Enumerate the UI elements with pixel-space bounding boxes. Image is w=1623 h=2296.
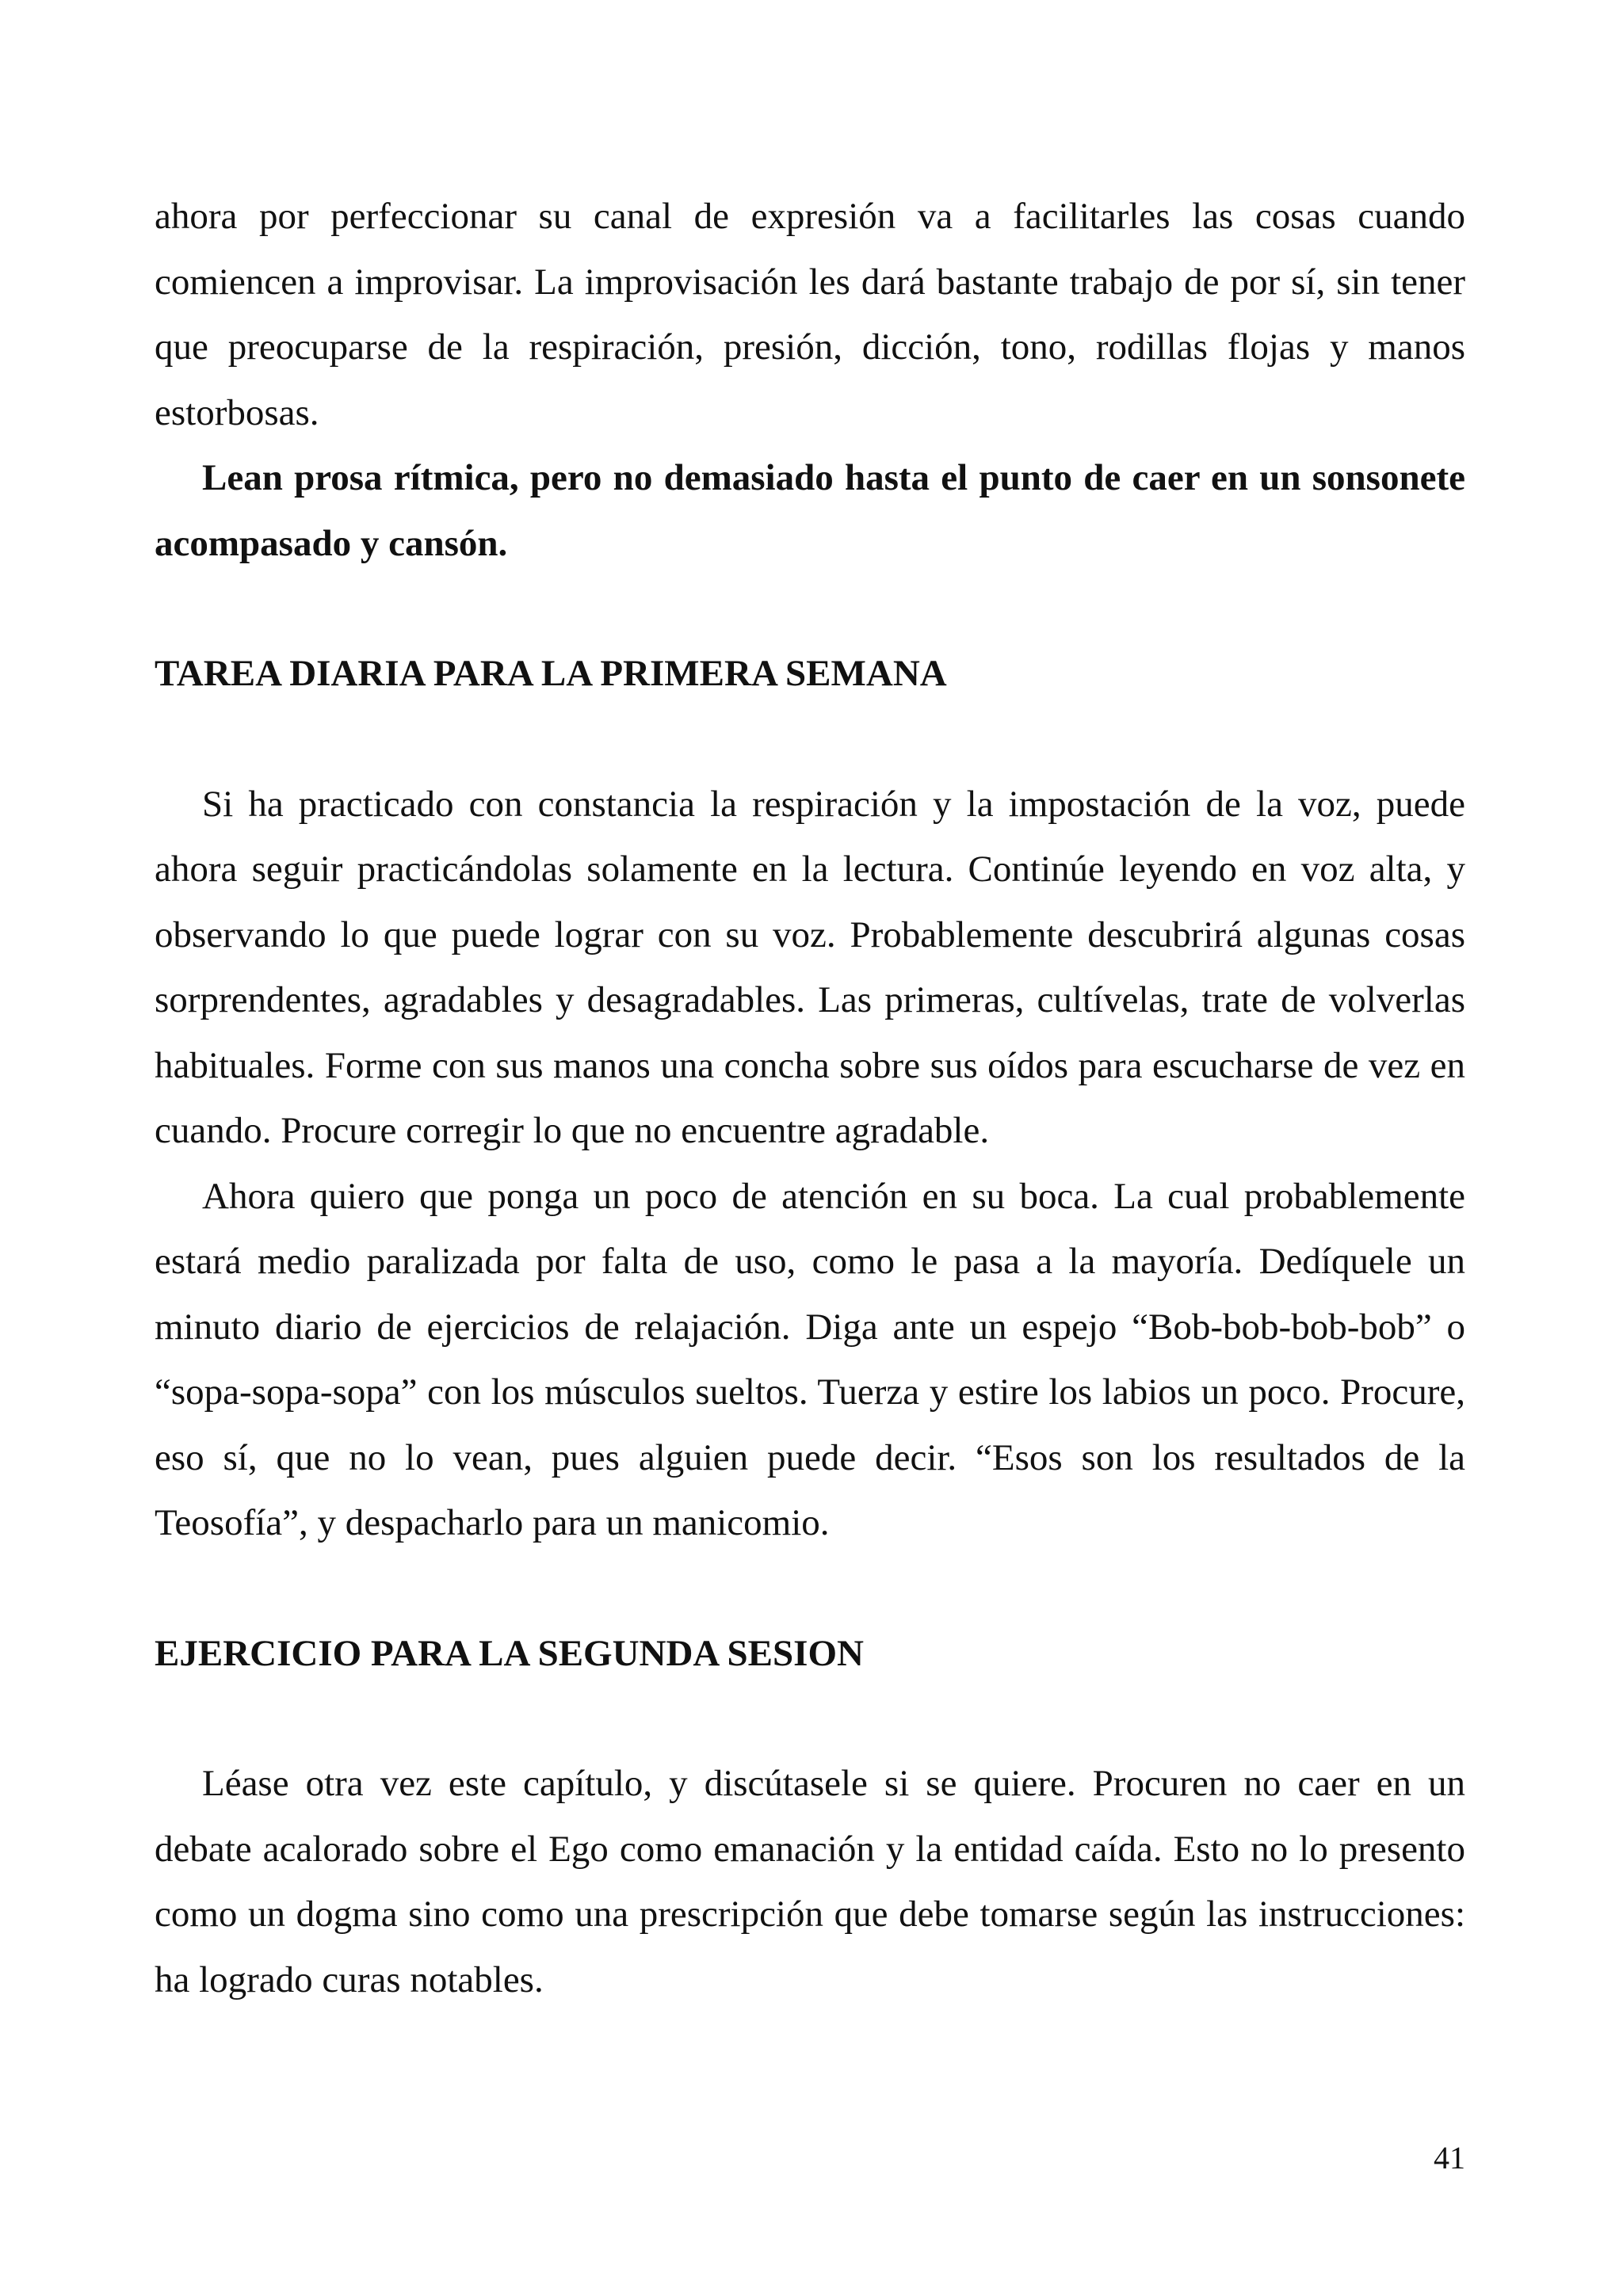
page-number: 41 xyxy=(1434,2140,1465,2176)
section-heading-ejercicio: EJERCICIO PARA LA SEGUNDA SESION xyxy=(155,1632,864,1674)
paragraph-practice: Si ha practicado con constancia la respiración y la impostación de la voz, puede ahora seguir practicándolas solamente en la lectura. Continúe leyendo en voz alta, y observando lo que puede lograr con su voz. Probablemente descubrirá algunas cosas sorprendentes, agradables y desagradables. Las primeras, cultívelas, trate de volverlas habituales. Forme con sus manos una concha sobre sus oídos para escucharse de vez en cuando. Procure corregir lo que no encuentre agradable. xyxy=(155,783,1465,1151)
paragraph-mouth-exercise: Ahora quiero que ponga un poco de atención en su boca. La cual probablemente estará medio paralizada por falta de uso, como le pasa a la mayoría. Dedíquele un minuto diario de ejercicios de relajación. Diga ante un espejo “Bob-bob-bob-bob” o “sopa-sopa-sopa” con los músculos sueltos. Tuerza y estire los labios un poco. Procure, eso sí, que no lo vean, pues alguien puede decir. “Esos son los resultados de la Teosofía”, y despacharlo para un manicomio. xyxy=(155,1175,1465,1543)
section-heading-tarea-diaria: TAREA DIARIA PARA LA PRIMERA SEMANA xyxy=(155,653,947,694)
paragraph-second-session: Léase otra vez este capítulo, y discútasele si se quiere. Procuren no caer en un debate acalorado sobre el Ego como emanación y la entidad caída. Esto no lo presento como un dogma sino como una prescripción que debe tomarse según las instrucciones: ha logrado curas notables. xyxy=(155,1763,1465,2000)
paragraph-continuation: ahora por perfeccionar su canal de expresión va a facilitarles las cosas cuando comiencen a improvisar. La improvisación les dará bastante trabajo de por sí, sin tener que preocuparse de la respiración, presión, dicción, tono, rodillas flojas y manos estorbosas. xyxy=(155,196,1465,433)
paragraph-bold-instruction: Lean prosa rítmica, pero no demasiado hasta el punto de caer en un sonsonete acompasado y cansón. xyxy=(155,457,1465,564)
document-body xyxy=(155,184,1465,2012)
